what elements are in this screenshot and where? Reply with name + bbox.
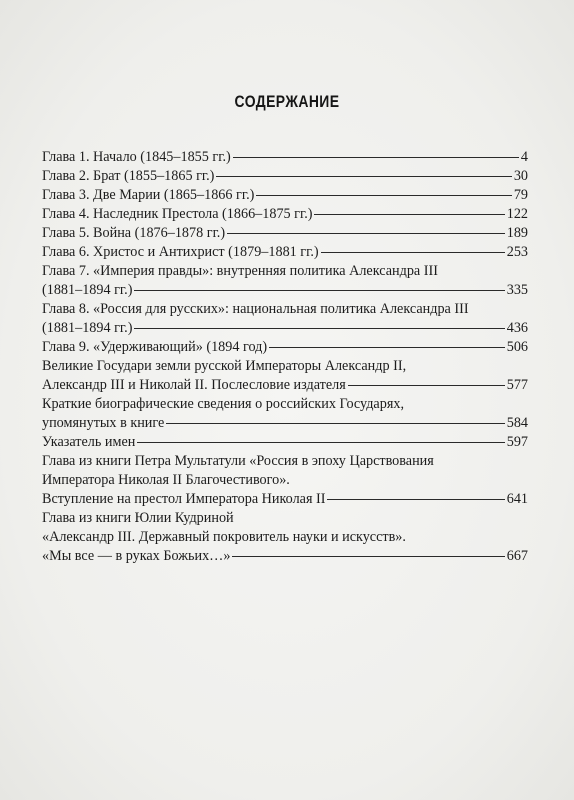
- toc-entry-line: [42, 167, 528, 186]
- toc-entry: [42, 186, 528, 205]
- toc-entry-line: [42, 490, 528, 509]
- page-number: 506: [506, 339, 528, 355]
- toc-entry-text: Императора Николая II Благочестивого».: [42, 472, 290, 488]
- toc-entry-line: [42, 148, 528, 167]
- toc-entry-line: [42, 376, 528, 395]
- toc-entry-text: Глава 3. Две Марии (1865–1866 гг.): [42, 187, 255, 203]
- toc-entry-text: Глава из книги Петра Мультатули «Россия в эпоху Царствования: [42, 453, 434, 469]
- toc-entry: [42, 452, 528, 509]
- toc-entry: [42, 148, 528, 167]
- toc-entry: [42, 338, 528, 357]
- dot-leader: [216, 176, 511, 177]
- page-number: 4: [520, 149, 528, 165]
- toc-entry-text: Глава 6. Христос и Антихрист (1879–1881 гг.): [42, 244, 319, 260]
- toc-entry: [42, 167, 528, 186]
- toc-entry-line: [42, 433, 528, 452]
- toc-entry-text: (1881–1894 гг.): [42, 320, 133, 336]
- toc-entry-text: Вступление на престол Императора Николая II: [42, 491, 326, 507]
- toc-entry-line: [42, 414, 528, 433]
- toc-entry-text: Глава 8. «Россия для русских»: национальная политика Александра III: [42, 301, 469, 317]
- dot-leader: [321, 252, 505, 253]
- toc-entry-text: Краткие биографические сведения о российских Государях,: [42, 396, 404, 412]
- toc-entry-text: Глава 9. «Удерживающий» (1894 год): [42, 339, 268, 355]
- toc-entry-text: Александр III и Николай II. Послесловие издателя: [42, 377, 346, 393]
- dot-leader: [137, 442, 504, 443]
- dot-leader: [327, 499, 504, 500]
- toc-entry-text: Глава 1. Начало (1845–1855 гг.): [42, 149, 231, 165]
- dot-leader: [348, 385, 505, 386]
- toc-entry: [42, 395, 528, 433]
- page-number: 79: [513, 187, 528, 203]
- toc-entry-text: «Мы все — в руках Божьих…»: [42, 548, 231, 564]
- toc-entry-text: Великие Государи земли русской Императоры Александр II,: [42, 358, 407, 374]
- toc-entry-text: Указатель имен: [42, 434, 136, 450]
- page-number: 584: [506, 415, 528, 431]
- toc-entry-line: [42, 547, 528, 566]
- dot-leader: [232, 556, 504, 557]
- page-number: 667: [506, 548, 528, 564]
- toc-entry-line: [42, 281, 528, 300]
- page-number: 641: [506, 491, 528, 507]
- toc-entry-text: Глава 2. Брат (1855–1865 гг.): [42, 168, 215, 184]
- toc-entry-line: [42, 205, 528, 224]
- toc-entry-line: [42, 319, 528, 338]
- toc-entry-line: [42, 186, 528, 205]
- dot-leader: [227, 233, 505, 234]
- toc-entry: [42, 205, 528, 224]
- toc-entry-text: (1881–1894 гг.): [42, 282, 133, 298]
- toc-entry-text: Глава 5. Война (1876–1878 гг.): [42, 225, 226, 241]
- toc-entry-text: Глава 4. Наследник Престола (1866–1875 гг.): [42, 206, 313, 222]
- toc-entry-text: Глава 7. «Империя правды»: внутренняя политика Александра III: [42, 263, 438, 279]
- dot-leader: [233, 157, 519, 158]
- page-number: 253: [506, 244, 528, 260]
- toc-entry-text: упомянутых в книге: [42, 415, 165, 431]
- page-number: 122: [506, 206, 528, 222]
- toc-entry-line: [42, 338, 528, 357]
- toc-entry: [42, 224, 528, 243]
- toc-entry-text: Глава из книги Юлии Кудриной: [42, 510, 234, 526]
- toc-entry: [42, 300, 528, 338]
- dot-leader: [256, 195, 511, 196]
- dot-leader: [134, 328, 504, 329]
- page-title: СОДЕРЖАНИЕ: [234, 92, 340, 111]
- toc-entry-text: «Александр III. Державный покровитель науки и искусств».: [42, 529, 406, 545]
- page-number: 335: [506, 282, 528, 298]
- toc-entry-line: [42, 243, 528, 262]
- toc-entry: [42, 243, 528, 262]
- page-number: 577: [506, 377, 528, 393]
- dot-leader: [134, 290, 504, 291]
- toc-entry: [42, 433, 528, 452]
- toc-entry: [42, 357, 528, 395]
- page-number: 436: [506, 320, 528, 336]
- toc-entry-line: [42, 224, 528, 243]
- page-number: 30: [513, 168, 528, 184]
- dot-leader: [314, 214, 504, 215]
- table-of-contents: [42, 148, 528, 566]
- dot-leader: [166, 423, 504, 424]
- dot-leader: [269, 347, 505, 348]
- page-number: 189: [506, 225, 528, 241]
- toc-entry: [42, 262, 528, 300]
- toc-entry: [42, 509, 528, 566]
- page-number: 597: [506, 434, 528, 450]
